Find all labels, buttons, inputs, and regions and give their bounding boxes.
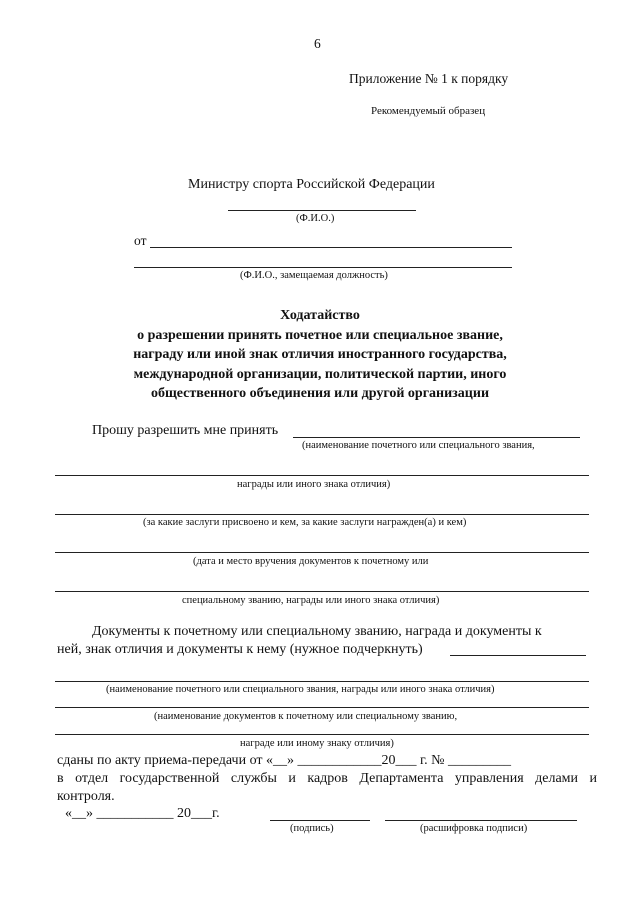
- request-caption-5: специальному званию, награды или иного знака отличия): [182, 595, 440, 606]
- documents-name-line[interactable]: [55, 707, 589, 708]
- fio-line[interactable]: [228, 210, 416, 211]
- documents-line-2: ней, знак отличия и документы к нему (нужное подчеркнуть): [57, 642, 423, 657]
- title-line-1: Ходатайство: [280, 308, 360, 323]
- from-line-2[interactable]: [134, 267, 512, 268]
- department-line-2: контроля.: [57, 789, 115, 804]
- decode-line[interactable]: [385, 820, 577, 821]
- documents-name-line-2[interactable]: [55, 734, 589, 735]
- award-line-2[interactable]: [55, 475, 589, 476]
- documents-caption-2: (наименование документов к почетному или специальному званию,: [154, 711, 458, 722]
- from-label: от: [134, 233, 147, 248]
- title-line-5: общественного объединения или другой организации: [150, 386, 490, 401]
- signature-date: «__» ___________ 20___г.: [65, 806, 220, 821]
- document-title: [60, 306, 580, 404]
- title-line-3: награду или иной знак отличия иностранного государства,: [133, 347, 507, 362]
- award-name-line[interactable]: [293, 437, 580, 438]
- documents-caption-3: награде или иному знаку отличия): [240, 738, 394, 749]
- request-caption-2: награды или иного знака отличия): [237, 479, 391, 490]
- fio-caption: (Ф.И.О.): [296, 213, 335, 224]
- request-lead: Прошу разрешить мне принять: [92, 423, 279, 438]
- appendix-label: Приложение № 1 к порядку: [349, 71, 509, 86]
- signature-caption: (подпись): [290, 823, 334, 834]
- title-line-4: международной организации, политической партии, иного: [133, 366, 507, 382]
- signature-line[interactable]: [270, 820, 370, 821]
- documents-line-1: Документы к почетному или специальному званию, награда и документы к: [92, 624, 542, 639]
- merits-line[interactable]: [55, 514, 589, 515]
- page-number: 6: [314, 36, 321, 51]
- addressee: Министру спорта Российской Федерации: [188, 177, 435, 192]
- sample-label: Рекомендуемый образец: [371, 105, 486, 117]
- date-place-line[interactable]: [55, 552, 589, 553]
- request-caption-4: (дата и место вручения документов к почетному или: [193, 556, 429, 567]
- fio-position-caption: (Ф.И.О., замещаемая должность): [240, 270, 388, 281]
- documents-caption-1: (наименование почетного или специального звания, награды или иного знака отличия): [106, 684, 495, 695]
- title-line-2: о разрешении принять почетное или специальное звание,: [137, 327, 503, 343]
- department-line-1: в отдел государственной службы и кадров Департамента управления делами и: [57, 771, 597, 786]
- award-name-line-2[interactable]: [55, 681, 589, 682]
- date-place-line-2[interactable]: [55, 591, 589, 592]
- documents-underline[interactable]: [450, 655, 586, 656]
- request-caption-1: (наименование почетного или специального звания,: [302, 440, 535, 451]
- decode-caption: (расшифровка подписи): [420, 823, 528, 834]
- handed-over-line: сданы по акту приема-передачи от «__» ____________20___ г. № _________: [57, 753, 512, 768]
- from-line[interactable]: [150, 247, 512, 248]
- request-caption-3: (за какие заслуги присвоено и кем, за какие заслуги награжден(а) и кем): [143, 517, 467, 528]
